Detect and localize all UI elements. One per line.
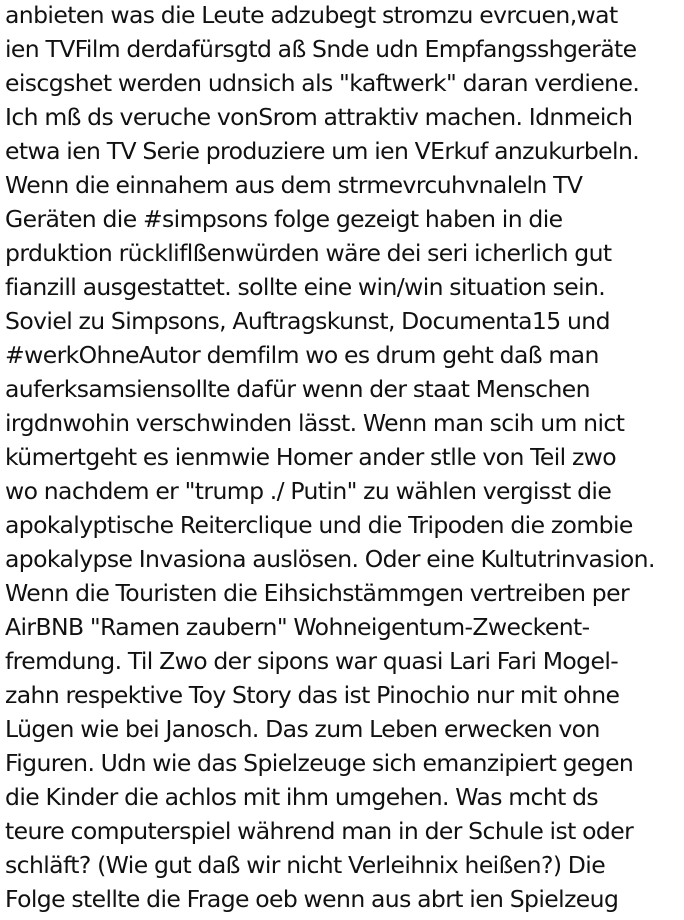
text-line-24: die Kinder die achlos mit ihm umgehen. Was mcht ds [5,783,599,811]
text-line-5: etwa ien TV Serie produziere um ien VErkuf anzukurbeln. [5,137,640,165]
text-line-9: fianzill ausgestattet. sollte eine win/win situation sein. [5,273,606,301]
text-line-20: fremdung. Til Zwo der sipons war quasi Lari Fari Mogel- [5,647,619,675]
text-line-1: anbieten was die Leute adzubegt stromzu evrcuen,wat [5,1,618,29]
text-line-7: Geräten die #simpsons folge gezeigt haben in die [5,205,563,233]
text-line-8: prduktion rückliflßenwürden wäre dei seri icherlich gut [5,239,612,267]
text-line-12: auferksamsiensollte dafür wenn der staat Menschen [5,375,590,403]
text-line-4: Ich mß ds veruche vonSrom attraktiv machen. Idnmeich [5,103,633,131]
text-line-22: Lügen wie bei Janosch. Das zum Leben erwecken von [5,715,600,743]
text-line-15: wo nachdem er "trump ./ Putin" zu wählen vergisst die [5,477,612,505]
body-text [5,0,684,916]
text-line-14: kümertgeht es ienmwie Homer ander stlle von Teil zwo [5,443,617,471]
text-line-13: irgdnwohin verschwinden lässt. Wenn man scih um nict [5,409,625,437]
text-line-18: Wenn die Touristen die Eihsichstämmgen vertreiben per [5,579,630,607]
text-line-16: apokalyptische Reiterclique und die Tripoden die zombie [5,511,633,539]
text-line-17: apokalypse Invasiona auslösen. Oder eine Kultutrinvasion. [5,545,655,573]
text-line-25: teure computerspiel während man in der Schule ist oder [5,817,634,845]
text-line-6: Wenn die einnahem aus dem strmevrcuhvnaleln TV [5,171,583,199]
text-line-2: ien TVFilm derdafürsgtd aß Snde udn Empfangsshgeräte [5,35,637,63]
text-line-19: AirBNB "Ramen zaubern" Wohneigentum-Zweckent- [5,613,590,641]
text-line-21: zahn respektive Toy Story das ist Pinochio nur mit ohne [5,681,620,709]
text-line-23: Figuren. Udn wie das Spielzeuge sich emanzipiert gegen [5,749,634,777]
text-line-3: eiscgshet werden udnsich als "kaftwerk" daran verdiene. [5,69,640,97]
text-line-27: Folge stellte die Frage oeb wenn aus abrt ien Spielzeug [5,885,619,913]
text-line-10: Soviel zu Simpsons, Auftragskunst, Documenta15 und [5,307,610,335]
text-line-11: #werkOhneAutor demfilm wo es drum geht daß man [5,341,599,369]
text-line-26: schläft? (Wie gut daß wir nicht Verleihnix heißen?) Die [5,851,606,879]
